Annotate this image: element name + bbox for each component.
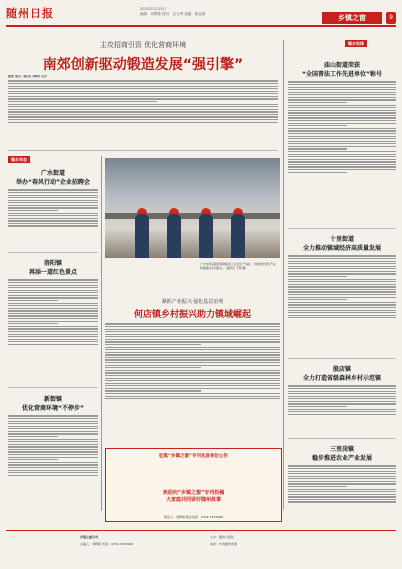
text-line <box>288 468 396 469</box>
text-line <box>288 123 396 124</box>
left-section-tag: 镇乡动态 <box>8 156 30 163</box>
xinjie-subtitle: 优化营商环境“不停步” <box>22 405 84 412</box>
text-line <box>8 436 58 437</box>
text-line <box>105 385 280 386</box>
text-line <box>288 406 347 407</box>
text-line <box>288 99 396 100</box>
text-line <box>8 323 58 324</box>
column-rule <box>101 156 102 511</box>
text-line <box>288 105 396 106</box>
text-line <box>8 197 98 198</box>
text-line <box>288 491 396 492</box>
worker-figure <box>167 214 181 258</box>
text-line <box>8 305 98 306</box>
machine-rail <box>105 213 280 219</box>
text-line <box>8 475 98 476</box>
text-line <box>8 321 98 322</box>
text-line <box>288 393 396 394</box>
feature-subtitle: 紧抓产业振兴 强化基层治理 <box>161 299 224 305</box>
text-line <box>8 415 98 416</box>
text-line <box>8 467 98 468</box>
guangshui-body <box>8 188 98 248</box>
text-line <box>105 372 280 373</box>
text-line <box>105 367 201 368</box>
text-line <box>8 313 98 314</box>
lead-byline: 随州日报讯（通讯员 刘辉煌 汪涛） <box>8 75 49 78</box>
text-line <box>288 411 396 412</box>
text-line <box>8 111 278 112</box>
text-line <box>8 202 98 203</box>
text-line <box>8 418 98 419</box>
text-line <box>288 261 396 262</box>
text-line <box>8 292 98 293</box>
lead-headline: 南郊创新驱动锻造发展“强引擎” <box>42 57 244 73</box>
text-line <box>288 164 396 165</box>
text-line <box>8 295 98 296</box>
text-line <box>288 476 396 477</box>
text-line <box>288 396 396 397</box>
text-line <box>288 471 396 472</box>
text-line <box>288 81 396 82</box>
sanli-title: 三里岗镇 <box>329 446 354 453</box>
text-line <box>288 398 396 399</box>
shili-title: 十里街道 <box>329 236 354 243</box>
text-line <box>288 117 396 118</box>
text-line <box>8 470 98 471</box>
text-line <box>105 354 280 355</box>
text-line <box>288 499 396 500</box>
text-line <box>8 423 98 424</box>
text-line <box>288 501 396 502</box>
text-line <box>288 136 396 137</box>
text-line <box>105 359 280 360</box>
text-line <box>105 329 280 330</box>
text-line <box>8 86 278 87</box>
text-line <box>288 271 396 272</box>
text-line <box>288 465 396 466</box>
text-line <box>8 210 58 211</box>
text-line <box>8 310 98 311</box>
miaodian-body <box>288 80 396 225</box>
text-line <box>8 220 98 221</box>
text-line <box>8 104 278 105</box>
text-line <box>8 336 98 337</box>
text-line <box>288 385 396 386</box>
helmet-icon <box>137 208 147 214</box>
text-line <box>288 159 396 160</box>
text-line <box>8 215 98 216</box>
text-line <box>288 133 396 134</box>
text-line <box>288 87 396 88</box>
text-line <box>105 383 280 384</box>
text-line <box>288 107 396 108</box>
text-line <box>105 365 280 366</box>
text-line <box>288 302 396 303</box>
text-line <box>8 441 98 442</box>
text-line <box>8 300 58 301</box>
text-line <box>288 483 396 484</box>
text-line <box>105 339 280 340</box>
text-line <box>105 388 280 389</box>
text-line <box>8 444 98 445</box>
text-line <box>8 80 278 81</box>
text-line <box>288 148 347 149</box>
text-line <box>8 114 278 115</box>
miaodian-subtitle: “全国普法工作先进单位”称号 <box>302 71 382 78</box>
text-line <box>8 287 98 288</box>
text-line <box>288 154 396 155</box>
section-tab: 乡镇之窗 <box>322 12 382 24</box>
lead-subtitle: 主攻招商引资 优化营商环境 <box>99 41 187 49</box>
text-line <box>288 110 396 111</box>
text-line <box>8 472 98 473</box>
text-line <box>8 91 278 92</box>
text-line <box>288 141 396 142</box>
feature-headline: 何店镇乡村振兴助力镇域崛起 <box>133 310 251 320</box>
text-line <box>288 84 396 85</box>
text-line <box>288 304 396 305</box>
text-line <box>105 396 280 397</box>
masthead-rule <box>6 25 396 27</box>
text-line <box>8 462 98 463</box>
text-line <box>105 357 280 358</box>
text-line <box>105 398 280 399</box>
text-line <box>8 297 98 298</box>
text-line <box>288 473 396 474</box>
text-line <box>8 189 98 190</box>
text-line <box>288 391 396 392</box>
text-line <box>8 225 98 226</box>
text-line <box>8 218 98 219</box>
text-line <box>288 266 396 267</box>
text-line <box>8 101 157 102</box>
text-line <box>288 401 396 402</box>
divider <box>8 387 98 388</box>
text-line <box>288 307 396 308</box>
text-line <box>8 459 58 460</box>
text-line <box>8 341 98 342</box>
xinjie-title: 新街镇 <box>43 396 62 403</box>
text-line <box>8 328 98 329</box>
divider <box>288 228 396 229</box>
notice-contact: 联系人：刘辉煌 联系电话：0722-3315996 <box>163 515 224 519</box>
text-line <box>8 213 98 214</box>
text-line <box>288 146 396 147</box>
text-line <box>105 378 280 379</box>
text-line <box>105 393 280 394</box>
text-line <box>288 97 396 98</box>
text-line <box>288 273 396 274</box>
shili-body <box>288 254 396 354</box>
footer-publisher: 主办：随州日报社 <box>210 535 235 539</box>
text-line <box>288 297 396 298</box>
yindian-subtitle: 全力打造省级森林乡村示范镇 <box>302 375 381 382</box>
notice-mid-title2: 大家庭共同讲好随州故事 <box>165 497 221 503</box>
notice-title: 征集“乡镇之窗”专刊先进单位公告 <box>159 454 228 459</box>
helmet-icon <box>169 208 179 214</box>
text-line <box>8 122 278 123</box>
text-line <box>288 89 396 90</box>
text-line <box>288 161 396 162</box>
lead-body <box>8 75 278 143</box>
text-line <box>8 285 98 286</box>
text-line <box>8 119 278 120</box>
text-line <box>8 439 98 440</box>
text-line <box>8 464 98 465</box>
text-line <box>288 130 396 131</box>
helmet-icon <box>233 208 243 214</box>
text-line <box>288 166 396 167</box>
news-photo <box>105 158 280 258</box>
text-line <box>8 116 278 117</box>
yindian-body <box>288 384 396 434</box>
text-line <box>8 109 278 110</box>
footer-title: 乡镇之窗专刊 <box>80 535 99 539</box>
worker-figure <box>199 214 213 258</box>
shili-subtitle: 全力推动镇域经济高质量发展 <box>302 245 381 252</box>
text-line <box>288 388 396 389</box>
text-line <box>288 255 396 256</box>
text-line <box>105 341 280 342</box>
text-line <box>105 390 201 391</box>
text-line <box>8 93 278 94</box>
text-line <box>288 263 396 264</box>
column-rule <box>283 40 284 510</box>
text-line <box>288 102 347 103</box>
page-number: 9 <box>386 12 396 24</box>
text-line <box>288 481 396 482</box>
text-line <box>105 326 280 327</box>
text-line <box>8 290 98 291</box>
text-line <box>288 486 347 487</box>
text-line <box>8 428 98 429</box>
text-line <box>8 331 98 332</box>
yindian-title: 殷店镇 <box>332 366 351 373</box>
text-line <box>8 205 98 206</box>
text-line <box>8 195 98 196</box>
photo-caption: 广水市何店镇香菇种植加工企业生产车间，当地依托特色产业，积极推动乡村振兴。（通讯员 王辉 摄） <box>200 262 279 270</box>
text-line <box>105 344 201 345</box>
notice-mid-title: 欢迎向“乡镇之窗”专刊投稿 <box>162 490 225 496</box>
feature-body <box>105 322 280 442</box>
text-line <box>8 308 98 309</box>
text-line <box>288 279 396 280</box>
sanli-subtitle: 稳步推进农业产业发展 <box>311 455 372 462</box>
miaodian-title: 庙山街道荣获 <box>323 62 360 69</box>
text-line <box>288 291 396 292</box>
text-line <box>288 92 396 93</box>
luoyang-body <box>8 278 98 383</box>
text-line <box>8 426 98 427</box>
footer-editor: 主编人：刘辉煌 电话：0722-3315996 <box>80 542 134 546</box>
guangshui-title: 广水街道 <box>40 170 65 177</box>
text-line <box>105 323 280 324</box>
text-line <box>8 326 98 327</box>
text-line <box>105 336 280 337</box>
text-line <box>288 258 396 259</box>
text-line <box>288 138 396 139</box>
text-line <box>288 115 396 116</box>
text-line <box>105 347 280 348</box>
text-line <box>8 315 98 316</box>
text-line <box>288 281 396 282</box>
worker-figure <box>135 214 149 258</box>
text-line <box>105 334 280 335</box>
text-line <box>288 294 396 295</box>
text-line <box>105 349 280 350</box>
text-line <box>8 96 278 97</box>
text-line <box>8 421 98 422</box>
text-line <box>288 151 396 152</box>
text-line <box>8 446 98 447</box>
text-line <box>288 120 396 121</box>
divider <box>8 150 278 151</box>
text-line <box>288 128 396 129</box>
text-line <box>8 334 98 335</box>
xinjie-body <box>8 414 98 510</box>
text-line <box>8 318 98 319</box>
text-line <box>288 317 396 318</box>
text-line <box>288 403 396 404</box>
divider <box>288 358 396 359</box>
footer-organizer: 承办：中共随州市委 <box>210 542 238 546</box>
text-line <box>8 431 98 432</box>
worker-figure <box>231 214 245 258</box>
text-line <box>105 352 280 353</box>
text-line <box>288 125 347 126</box>
luoyang-title: 洛阳镇 <box>43 260 62 267</box>
divider <box>288 438 396 439</box>
notice-box <box>105 448 282 522</box>
text-line <box>288 496 396 497</box>
text-line <box>8 200 98 201</box>
text-line <box>288 156 396 157</box>
text-line <box>8 449 98 450</box>
text-line <box>288 286 396 287</box>
luoyang-subtitle: 再添一道红色景点 <box>28 269 77 276</box>
text-line <box>288 299 347 300</box>
text-line <box>8 344 98 345</box>
right-section-tag: 镇乡经纬 <box>345 40 367 47</box>
text-line <box>288 489 396 490</box>
text-line <box>105 380 280 381</box>
text-line <box>288 172 347 173</box>
footer-rule <box>6 530 396 531</box>
text-line <box>8 192 98 193</box>
text-line <box>105 362 280 363</box>
text-line <box>105 375 280 376</box>
text-line <box>288 315 396 316</box>
helmet-icon <box>201 208 211 214</box>
text-line <box>8 339 98 340</box>
text-line <box>8 451 98 452</box>
editor-line: 编辑：刘辉煌 校对：汪文秀 美编：熊金强 <box>140 12 206 16</box>
text-line <box>288 268 396 269</box>
text-line <box>288 478 396 479</box>
paper-logo: 随州日报 <box>6 7 54 20</box>
text-line <box>8 207 98 208</box>
text-line <box>105 370 280 371</box>
text-line <box>8 98 278 99</box>
text-line <box>8 106 278 107</box>
text-line <box>288 414 396 415</box>
text-line <box>8 282 98 283</box>
text-line <box>8 88 278 89</box>
date-line: 2021年3月15日 <box>140 7 167 11</box>
divider <box>8 252 98 253</box>
text-line <box>288 312 396 313</box>
text-line <box>288 112 396 113</box>
text-line <box>8 457 98 458</box>
text-line <box>288 310 396 311</box>
text-line <box>8 433 98 434</box>
text-line <box>105 331 280 332</box>
text-line <box>288 94 396 95</box>
text-line <box>8 303 98 304</box>
text-line <box>8 83 278 84</box>
text-line <box>288 143 396 144</box>
text-line <box>288 284 396 285</box>
text-line <box>288 494 396 495</box>
text-line <box>8 279 98 280</box>
text-line <box>288 169 396 170</box>
text-line <box>288 276 347 277</box>
text-line <box>288 409 396 410</box>
text-line <box>8 454 98 455</box>
text-line <box>288 289 396 290</box>
sanli-body <box>288 464 396 524</box>
text-line <box>8 223 98 224</box>
guangshui-subtitle: 举办“春风行动”企业招聘会 <box>16 179 90 186</box>
